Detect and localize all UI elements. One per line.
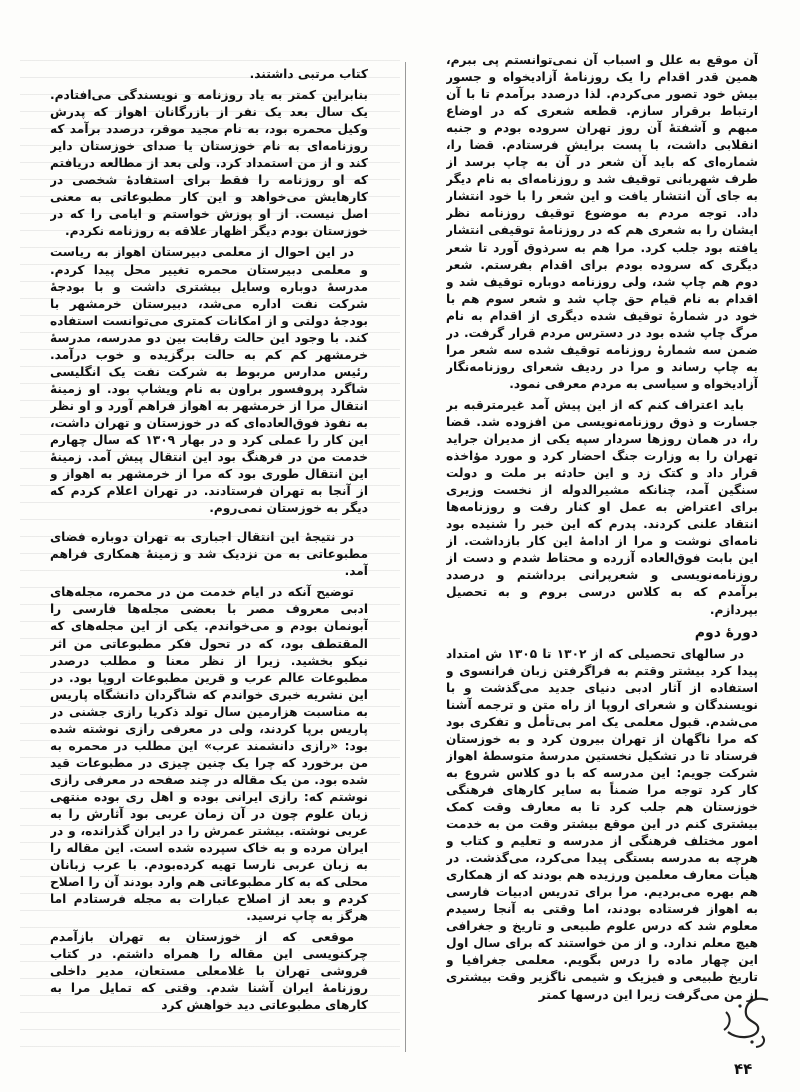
left-column	[50, 66, 368, 1066]
right-column-paragraph-3: در سالهای تحصیلی که از ۱۳۰۲ تا ۱۳۰۵ ش امتداد پیدا کرد بیشتر وقتم به فراگرفتن زبان فرانسوی و استفاده از آثار ادبی دنیای جدید می‌گذشت و با نویسندگان و شعرای اروپا از راه متن و ترجمه آشنا می‌شدم. قبول معلمی یک امر بی‌تأمل و تفکری بود که مرا ناگهان از تهران بیرون کرد و به خوزستان فرستاد تا در تشکیل نخستین مدرسهٔ متوسطهٔ اهواز شرکت جویم: این مدرسه که با دو کلاس شروع به کار کرد توجه مرا ضمناً به سایر کارهای فرهنگی خوزستان هم جلب کرد تا به معارف وقت کمک بیشتری کنم در این موقع بیشتر وقت من به خدمت امور مختلف فرهنگی از مدرسه و تعلیم و کتاب و هرچه به مدرسه بستگی پیدا می‌کرد، می‌گذشت. در هیأت معارف معلمین ورزیده هم بودند که از همکاری هم بهره می‌بردیم. مرا برای تدریس ادبیات فارسی به اهواز فرستاده بودند، اما وقتی به آنجا رسیدم معلوم شد که درس علوم طبیعی و تاریخ و جغرافی هیچ معلم ندارد. و از من خواستند که برای سال اول این چهار ماده را درس بگویم. معلمی جغرافیا و تاریخ طبیعی و فیزیک و شیمی ناگزیر وقت بیشتری از من می‌گرفت زیرا این درسها کمتر	[446, 646, 758, 1002]
column-divider	[405, 62, 406, 1052]
left-column-paragraph-2: بنابراین کمتر به یاد روزنامه و نویسندگی می‌افتادم. یک سال بعد یک نفر از بازرگانان اهواز که پدرش وکیل محمره بود، به نام مجید موقر، درصدد برآمد که روزنامه‌ای به نام خوزستان یا صدای خوزستان دایر کند و از من استمداد کرد. ولی بعد از مطالعه دریافتم که او روزنامه را فقط برای استفادهٔ شخصی در کارهایش می‌خواهد و این کار مطبوعاتی به معنی اصل نیست. از او پوزش خواستم و ایامی را که در خوزستان بودم دیگر اظهار علاقه به روزنامه نکردم.	[50, 88, 368, 239]
right-column-paragraph-1: آن موقع به علل و اسباب آن نمی‌توانستم پی ببرم، همین قدر اقدام را یک روزنامهٔ آزادیخواه و جسور بیش خود تصور می‌کردم. لذا درصدد برآمدم تا با آن ارتباط برقرار سازم. قطعه شعری که در اوضاع مبهم و آشفتهٔ آن روز تهران سروده بودم و جنبه انقلابی داشت، با پست برایش فرستادم. قضا را، شماره‌ای که باید آن شعر در آن به چاپ برسد از طرف شهربانی توقیف شد و روزنامه‌ای به نام دیگر به جای آن انتشار یافت و این شعر را با خود انتشار داد. توجه مردم به موضوع توقیف روزنامه نظر ایشان را به شعری هم که در روزنامهٔ توقیفی انتشار یافته بود جلب کرد. مرا هم به سرذوق آورد تا شعر دیگری که سروده بودم برای اقدام بفرستم. شعر دوم هم چاپ شد، ولی روزنامه دوباره توقیف شد و اقدام به نام قیام حق چاپ شد و شعر سوم هم با خود در شمارهٔ توقیف شده دیگری از اقدام به نام مرگ چاپ شده بود در دسترس مردم قرار گرفت. در ضمن سه شمارهٔ روزنامه توقیف شده سه شعر مرا به چاپ رساند و مرا در ردیف شعرای روزنامه‌نگار آزادیخواه و سیاسی به مردم معرفی نمود.	[446, 53, 758, 391]
right-column-paragraph-2: باید اعتراف کنم که از این پیش آمد غیرمترقبه بر جسارت و ذوق روزنامه‌نویسی من افزوده شد. قضا را، در همان روزها سردار سپه یکی از مدیران جراید تهران را به وزارت جنگ احضار کرد و مورد مؤاخذه قرار داد و کتک زد و این حادثه بر ملت و دولت سنگین آمد، چنانکه مشیرالدوله از نخست وزیری برای اعتراض به عمل او کنار رفت و روزنامه‌ها انتقاد علنی کردند. پدرم که این خبر را شنیده بود نامه‌ای نوشت و مرا از ادامهٔ این کار بازداشت. از این بابت فوق‌العاده آزرده و محتاط شدم و دست از روزنامه‌نویسی و شعرپرانی برداشتم و درصدد برآمدم که به کلاس درسی برو‌م و به تحصیل بپردازم.	[446, 397, 758, 617]
left-column-paragraph-1: کتاب مرتبی داشتند.	[249, 67, 368, 81]
kerman-logo	[716, 992, 778, 1052]
section-heading: دورهٔ دوم	[694, 624, 758, 641]
left-column-paragraph-3: در این احوال از معلمی دبیرستان اهواز به ریاست و معلمی دبیرستان محمره تغییر محل پیدا کردم. مدرسهٔ دوباره وسایل بیشتری داشت و با بودجهٔ شرکت نفت اداره می‌شد، دبیرستان خرمشهر با بودجهٔ دولتی و از امکانات کمتری می‌توانست استفاده کند. با وجود این حالت رقابت بین دو مدرسه، مدرسهٔ خرمشهر کم کم به حالت برگزیده و خوب درآمد. رئیس مدارس مربوط به شرکت نفت یک انگلیسی شاگرد پروفسور براون به نام ویشاپ بود. او زمینهٔ انتقال مرا از خرمشهر به اهواز فراهم آورد و او نظر به نفوذ فوق‌العاده‌ای که در خوزستان و تهران داشت، این کار را عملی کرد و در بهار ۱۳۰۹ که سال چهارم خدمت من در فرهنگ بود این انتقال پیش آمد. زمینهٔ این انتقال طوری بود که مرا از خرمشهر به اهواز و از آنجا به تهران فرستادند. در تهران اعلام کردم که دیگر به خوزستان نمی‌روم.	[50, 245, 368, 516]
left-column-paragraph-4: در نتیجهٔ این انتقال اجباری به تهران دوباره فضای مطبوعاتی به من نزدیک شد و زمینهٔ همکاری فراهم آمد.	[50, 530, 368, 579]
left-column-paragraph-6: موقعی که از خوزستان به تهران بازآمدم چرکنویسی این مقاله را همراه داشتم. در کتاب فروشی تهران با غلامعلی مستعان، مدیر داخلی روزنامهٔ ایران آشنا شدم. وقتی که تمایل مرا به کارهای مطبوعاتی دید خواهش کرد	[50, 930, 368, 1013]
left-column-paragraph-5: توضیح آنکه در ایام خدمت من در محمره، مجله‌های ادبی معروف مصر با بعضی مجله‌ها فارسی را آبونمان بودم و می‌خواندم. یکی از این مجله‌های که المقتطف بود، که در تحول فکر مطبوعاتی من اثر نیکو بخشید. زیرا از نظر معنا و مطلب درصدر مطبوعات عالم عرب و قرین مطبوعات اروپا بود. در این نشریه خبری خواندم که شاگردان دانشگاه پاریس به مناسبت هزارمین سال تولد ذکریا رازی جشنی در پاریس برپا کردند، ولی در معرفی رازی نوشته شده بود: «رازی دانشمند عرب» این مطلب در محمره به من برخورد که چرا یک چنین چیزی در مطبوعات قید شده بود. من یک مقاله در چند صفحه در معرفی رازی نوشتم که: رازی ایرانی بوده و اهل ری بوده منتهی زبان علوم چون در آن زمان عربی بود آثارش را به عربی نوشته. بیشتر عمرش را در ایران گذرانده، و در ایران مرده و به خاک سپرده شده است. این مقاله را به زبان عربی نارسا تهیه کرده‌بودم. با عرب زبانان محلی که به کار مطبوعاتی هم وارد بودند آن را اصلاح کردم و بعد از اصلاح عبارات به مجله فرستادم اما هرگز به چاپ نرسید.	[50, 585, 368, 924]
right-column	[446, 52, 758, 1052]
page-number: ۴۴	[734, 1060, 753, 1078]
